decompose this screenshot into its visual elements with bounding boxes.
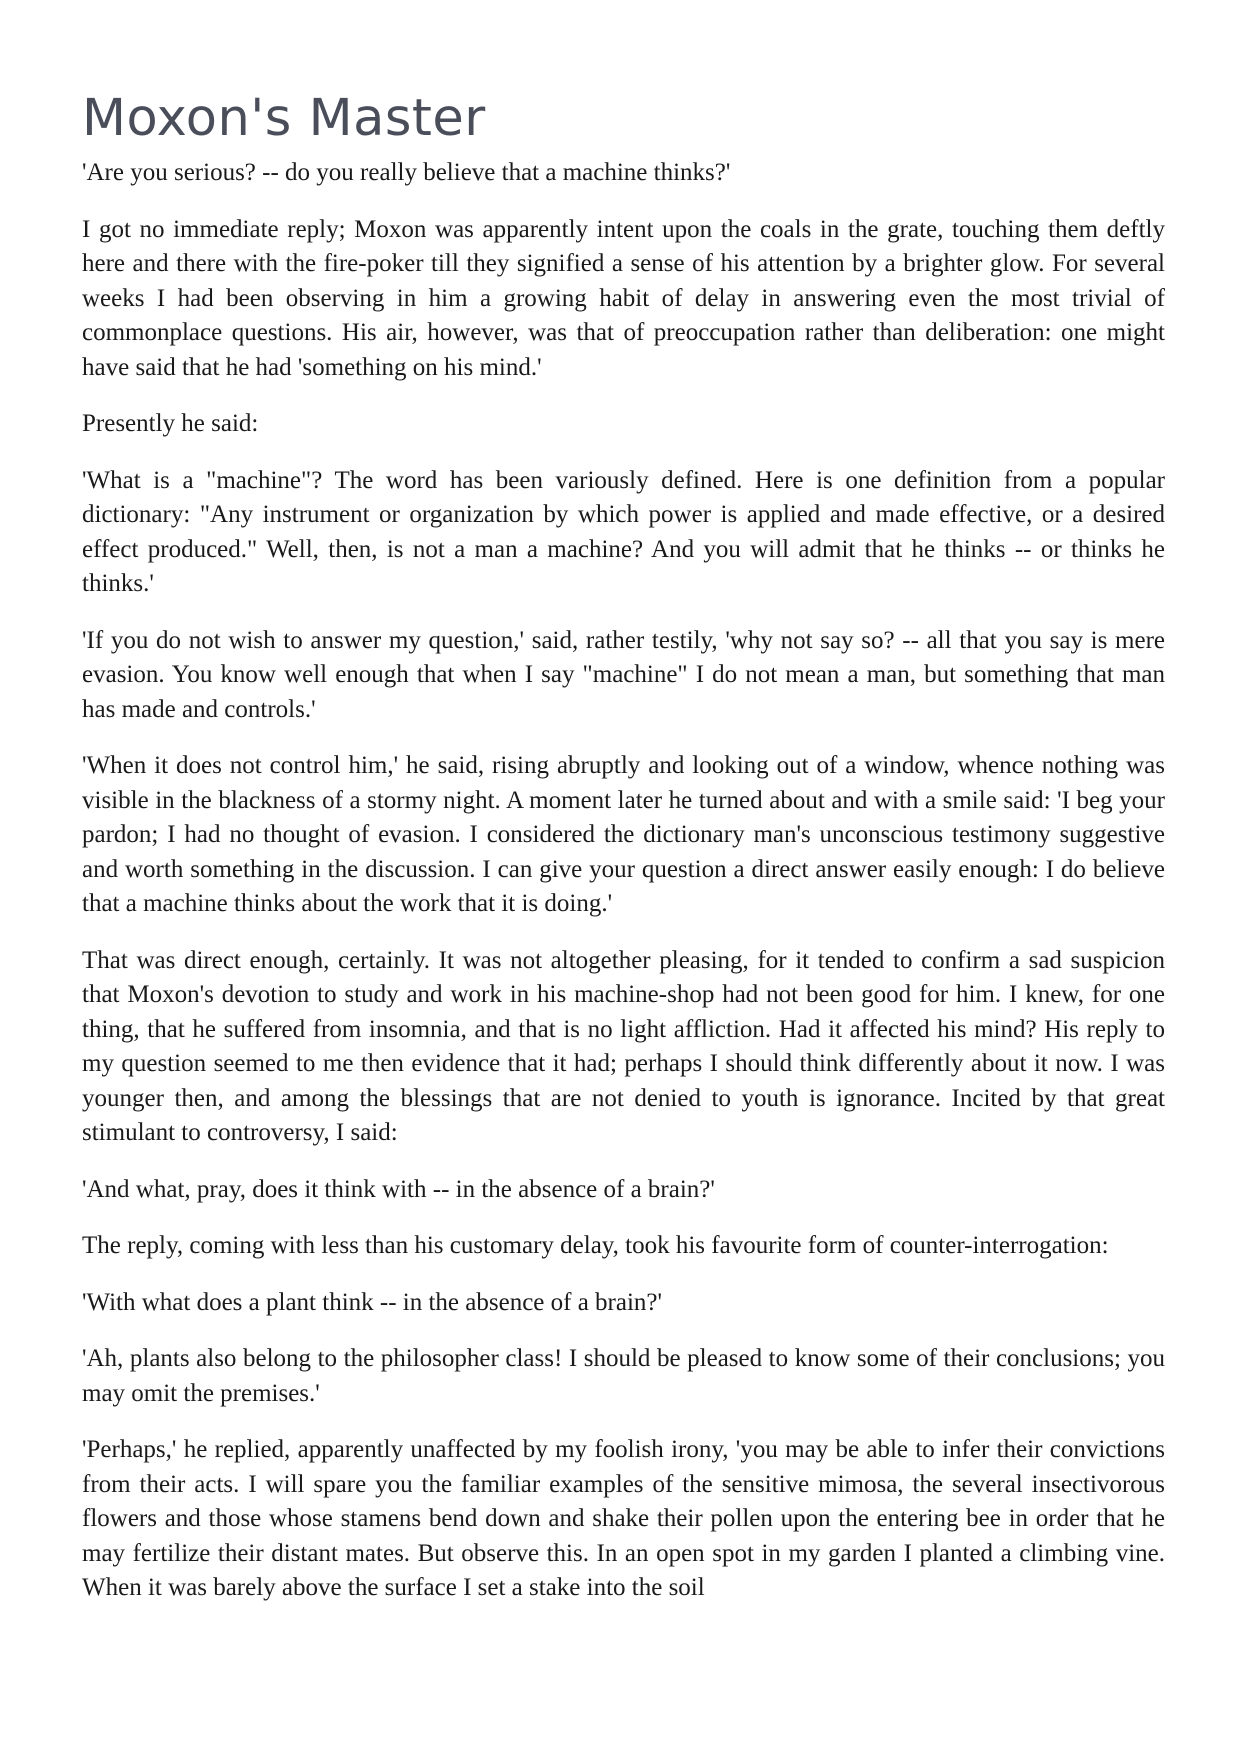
paragraph-3: Presently he said: xyxy=(82,410,259,437)
paragraph-4: 'What is a "machine"? The word has been variously defined. Here is one definition from a popular dictionary: "Any instrument or organization by which power is applied and made effective, or a desired effect produced." Well, then, is not a man a machine? And you will admit that he thinks -- or thinks he thinks.' xyxy=(82,466,1165,597)
paragraph-9: The reply, coming with less than his customary delay, took his favourite form of counter-interrogation: xyxy=(82,1232,1109,1259)
paragraph-2: I got no immediate reply; Moxon was apparently intent upon the coals in the grate, touching them deftly here and there with the fire-poker till they signified a sense of his attention by a brighter glow. For several weeks I had been observing in him a growing habit of delay in answering even the most trivial of commonplace questions. His air, however, was that of preoccupation rather than deliberation: one might have said that he had 'something on his mind.' xyxy=(82,215,1165,381)
paragraph-6: 'When it does not control him,' he said, rising abruptly and looking out of a window, whence nothing was visible in the blackness of a stormy night. A moment later he turned about and with a smile said: 'I beg your pardon; I had no thought of evasion. I considered the dictionary man's unconscious testimony suggestive and worth something in the discussion. I can give your question a direct answer easily enough: I do believe that a machine thinks about the work that it is doing.' xyxy=(82,752,1165,917)
paragraph-11: 'Ah, plants also belong to the philosopher class! I should be pleased to know some of their conclusions; you may omit the premises.' xyxy=(82,1345,1165,1407)
document-title: Moxon's Master xyxy=(82,89,486,148)
paragraph-5: 'If you do not wish to answer my question,' said, rather testily, 'why not say so? -- all that you say is mere evasion. You know well enough that when I say "machine" I do not mean a man, but something that man has made and controls.' xyxy=(82,626,1165,723)
paragraph-12: 'Perhaps,' he replied, apparently unaffected by my foolish irony, 'you may be able to infer their convictions from their acts. I will spare you the familiar examples of the sensitive mimosa, the several insectivorous flowers and those whose stamens bend down and shake their pollen upon the entering bee in order that he may fertilize their distant mates. But observe this. In an open spot in my garden I planted a climbing vine. When it was barely above the surface I set a stake into the soil xyxy=(82,1436,1165,1601)
paragraph-1: 'Are you serious? -- do you really believe that a machine thinks?' xyxy=(82,159,731,186)
paragraph-10: 'With what does a plant think -- in the absence of a brain?' xyxy=(82,1288,663,1316)
paragraph-7: That was direct enough, certainly. It was not altogether pleasing, for it tended to confirm a sad suspicion that Moxon's devotion to study and work in his machine-shop had not been good for him. I knew, for one thing, that he suffered from insomnia, and that is no light affliction. Had it affected his mind? His reply to my question seemed to me then evidence that it had; perhaps I should think differently about it now. I was younger then, and among the blessings that are not denied to youth is ignorance. Incited by that great stimulant to controversy, I said: xyxy=(82,946,1165,1146)
paragraph-8: 'And what, pray, does it think with -- in the absence of a brain?' xyxy=(82,1175,715,1203)
document-page xyxy=(82,88,1165,1628)
